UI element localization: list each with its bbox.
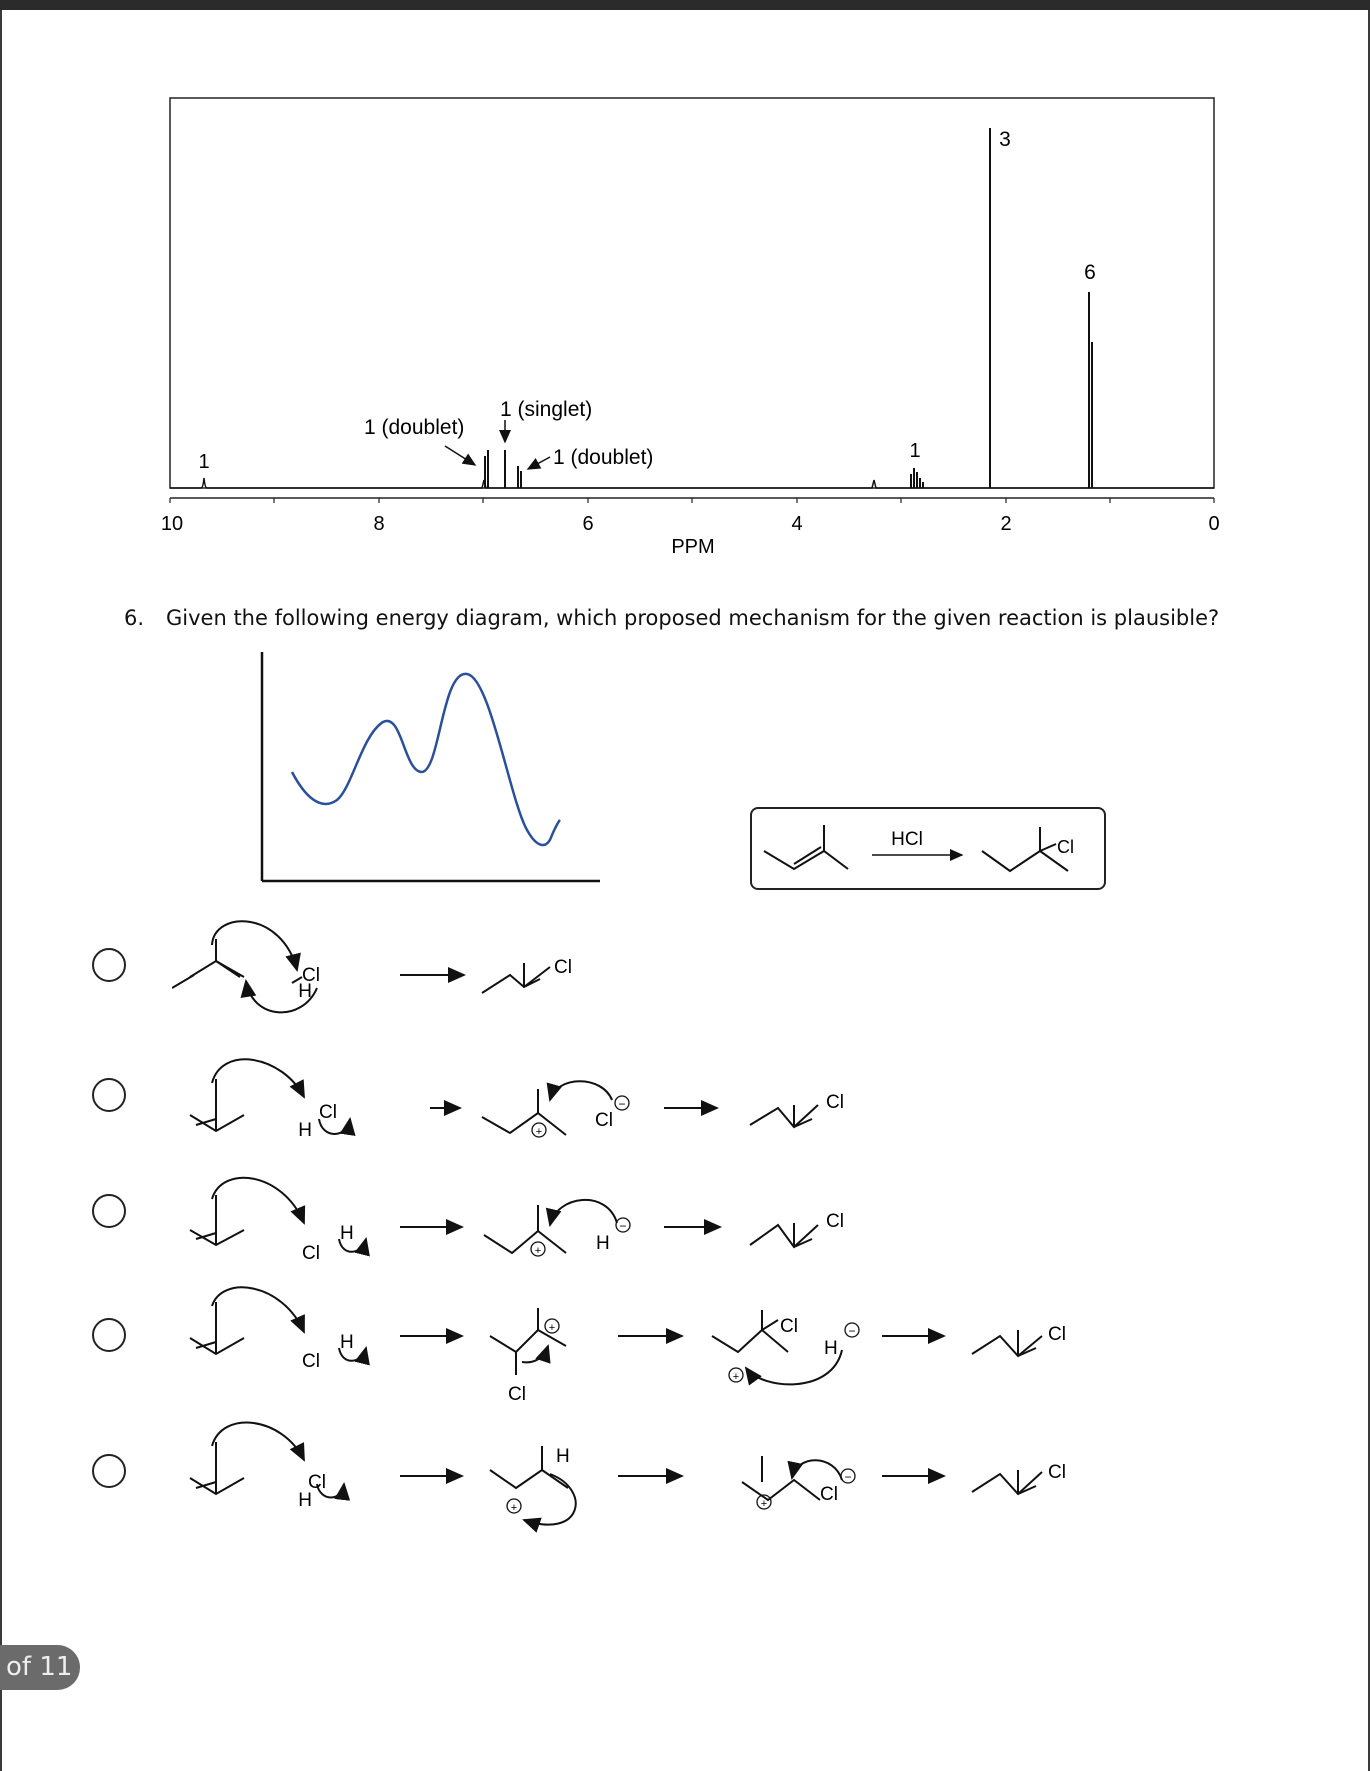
option-c-cl: Cl <box>302 1243 320 1264</box>
label-singlet: 1 (singlet) <box>500 398 593 421</box>
tick-label-6: 6 <box>582 513 594 535</box>
option-a-product-cl: Cl <box>554 957 572 978</box>
option-e-cl: Cl <box>308 1472 326 1493</box>
axis-label-ppm: PPM <box>671 536 715 558</box>
option-e-int-h: H <box>556 1446 570 1467</box>
option-d-h: H <box>340 1332 354 1353</box>
option-c-anion: H <box>596 1233 610 1254</box>
option-e-mechanism <box>172 1410 1102 1540</box>
option-d-cl: Cl <box>302 1351 320 1372</box>
option-d-anion: H <box>824 1338 838 1359</box>
reagent-hcl: HCl <box>891 829 923 850</box>
option-d-product-cl: Cl <box>1048 1324 1066 1345</box>
svg-text:+: + <box>760 1498 768 1510</box>
question-6 <box>124 606 1219 630</box>
option-e-product-cl: Cl <box>1048 1462 1066 1483</box>
option-e-anion: Cl <box>820 1484 838 1505</box>
option-b-radio[interactable] <box>92 1078 126 1112</box>
page-counter[interactable]: of 11 <box>0 1645 80 1690</box>
nmr-spectrum <box>2 10 1368 570</box>
option-c-h: H <box>340 1223 354 1244</box>
label-aldehyde: 1 <box>198 451 210 473</box>
tick-label-2: 2 <box>1000 513 1012 535</box>
svg-text:+: + <box>548 1322 556 1334</box>
option-d-int-cl: Cl <box>508 1384 526 1405</box>
svg-text:−: − <box>619 1219 627 1233</box>
option-a-cl: Cl <box>302 965 320 986</box>
svg-text:+: + <box>510 1502 518 1514</box>
energy-diagram <box>252 650 612 900</box>
svg-text:+: + <box>732 1371 740 1383</box>
tick-label-4: 4 <box>791 513 803 535</box>
option-b-h: H <box>298 1120 312 1141</box>
tick-label-8: 8 <box>373 513 385 535</box>
viewer-top-bar <box>0 0 1370 10</box>
svg-text:+: + <box>535 1126 543 1138</box>
option-e-radio[interactable] <box>92 1454 126 1488</box>
overall-reaction-box <box>750 807 1106 890</box>
option-c-product-cl: Cl <box>826 1211 844 1232</box>
option-a-mechanism <box>172 905 652 1030</box>
svg-text:+: + <box>534 1245 542 1257</box>
reactant-alkene <box>764 825 848 869</box>
label-methyl-doublet: 6 <box>1084 261 1096 284</box>
option-a-radio[interactable] <box>92 948 126 982</box>
svg-text:−: − <box>844 1470 852 1484</box>
tick-label-0: 0 <box>1208 513 1220 535</box>
label-tall-singlet: 3 <box>999 128 1011 151</box>
product-cl-label: Cl <box>1057 837 1074 857</box>
option-b-mechanism <box>172 1045 892 1145</box>
option-d-radio[interactable] <box>92 1318 126 1352</box>
question-text: Given the following energy diagram, which proposed mechanism for the given reaction is plausible? <box>166 606 1220 630</box>
option-a-h: H <box>298 981 312 1002</box>
svg-text:−: − <box>618 1097 626 1111</box>
label-doublet-left: 1 (doublet) <box>364 416 465 439</box>
option-d-int2-cl: Cl <box>780 1316 798 1337</box>
energy-curve <box>292 674 560 845</box>
option-b-product-cl: Cl <box>826 1092 844 1113</box>
option-d-mechanism <box>172 1280 1102 1410</box>
tick-label-10: 10 <box>160 513 184 535</box>
option-b-anion: Cl <box>595 1110 613 1131</box>
product-alkyl-chloride <box>982 827 1068 871</box>
label-doublet-right: 1 (doublet) <box>553 446 654 469</box>
svg-text:−: − <box>848 1324 856 1338</box>
spectrum-frame <box>170 98 1214 488</box>
option-e-h: H <box>298 1490 312 1511</box>
document-page <box>2 10 1368 1771</box>
question-number: 6. <box>124 606 145 630</box>
option-b-cl: Cl <box>319 1102 337 1123</box>
option-c-radio[interactable] <box>92 1194 126 1228</box>
spectrum-trace <box>170 478 1214 488</box>
option-c-mechanism <box>172 1165 892 1265</box>
label-multiplet: 1 <box>909 440 921 462</box>
